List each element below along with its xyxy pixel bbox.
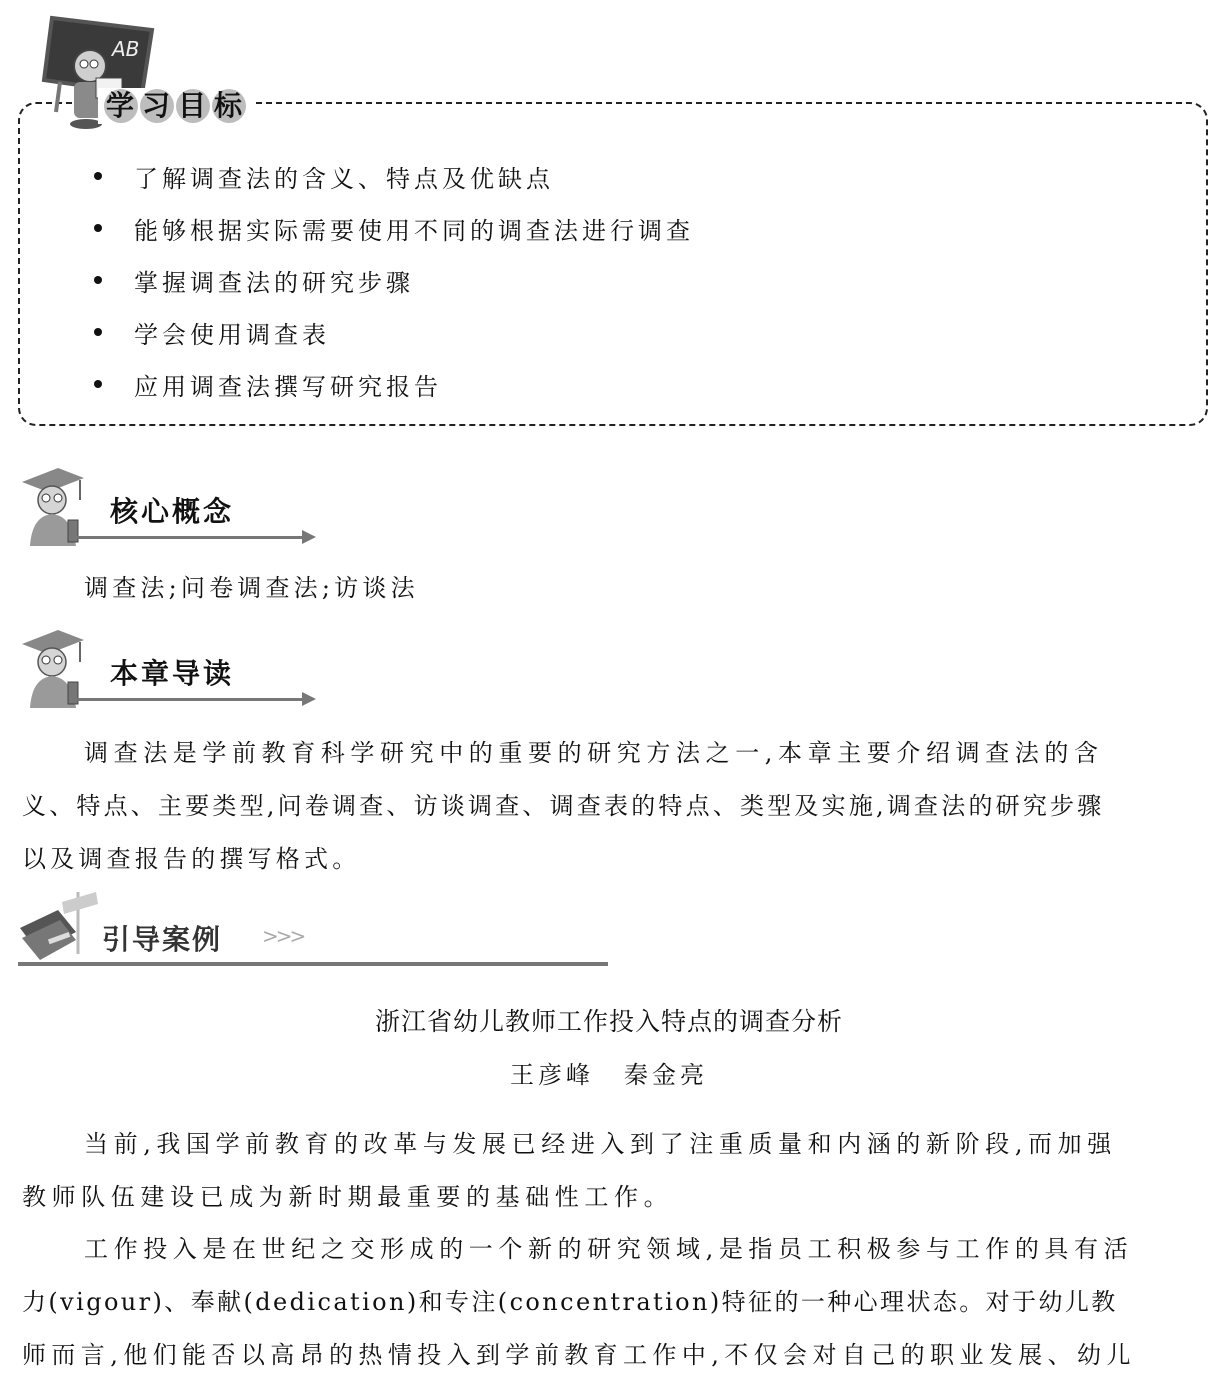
- title-char: 目: [177, 89, 208, 122]
- books-signpost-icon: [18, 888, 102, 962]
- lead-case-header: [18, 888, 608, 968]
- list-item: [90, 254, 694, 306]
- paragraph-line: 义、特点、主要类型,问卷调查、访谈调查、调查表的特点、类型及实施,调查法的研究步骤: [22, 792, 1105, 820]
- learning-goals-list: [90, 150, 694, 410]
- bullet-icon: [94, 276, 102, 284]
- arrow-right-icon: [302, 530, 316, 544]
- paragraph-line: 师而言,他们能否以高昂的热情投入到学前教育工作中,不仅会对自己的职业发展、幼儿: [22, 1341, 1136, 1369]
- chevrons-right-icon: >>>: [262, 924, 304, 948]
- blackboard-text: AB: [112, 37, 140, 61]
- author-name: 秦金亮: [624, 1061, 708, 1089]
- goal-text: 应用调查法撰写研究报告: [134, 372, 442, 401]
- article-title: 浙江省幼儿教师工作投入特点的调查分析: [374, 1007, 843, 1036]
- list-item: [90, 150, 694, 202]
- graduate-mascot-icon: [18, 460, 88, 548]
- author-name: 王彦峰: [510, 1061, 594, 1089]
- paragraph-line: 当前,我国学前教育的改革与发展已经进入到了注重质量和内涵的新阶段,而加强: [84, 1130, 1117, 1158]
- paragraph-line: 教师队伍建设已成为新时期最重要的基础性工作。: [22, 1183, 674, 1211]
- goal-text: 能够根据实际需要使用不同的调查法进行调查: [134, 216, 694, 245]
- chapter-guide-header: [18, 622, 310, 714]
- section-title: 本章导读: [110, 657, 235, 690]
- arrow-line: [70, 536, 310, 539]
- title-char: 学: [105, 89, 136, 122]
- arrow-line: [70, 698, 310, 701]
- bullet-icon: [94, 328, 102, 336]
- goal-text: 掌握调查法的研究步骤: [134, 268, 414, 297]
- goal-text: 了解调查法的含义、特点及优缺点: [134, 164, 554, 193]
- list-item: [90, 306, 694, 358]
- divider: [18, 962, 608, 966]
- article-authors: [0, 1055, 1218, 1090]
- paragraph-line: 力(vigour)、奉献(dedication)和专注(concentration)特征的一种心理状态。对于幼儿教: [22, 1288, 1118, 1316]
- list-item: [90, 358, 694, 410]
- section-title: 引导案例: [102, 923, 223, 956]
- graduate-mascot-icon: [18, 622, 88, 710]
- list-item: [90, 202, 694, 254]
- title-char: 标: [213, 89, 244, 122]
- goal-text: 学会使用调查表: [134, 320, 330, 349]
- arrow-right-icon: [302, 692, 316, 706]
- section-title: 核心概念: [110, 495, 235, 528]
- learning-goals-title: [98, 88, 254, 124]
- title-char: 习: [141, 89, 172, 122]
- core-concepts-text: 调查法;问卷调查法;访谈法: [84, 574, 419, 602]
- paragraph-line: 工作投入是在世纪之交形成的一个新的研究领域,是指员工积极参与工作的具有活: [84, 1235, 1134, 1263]
- paragraph-line: 调查法是学前教育科学研究中的重要的研究方法之一,本章主要介绍调查法的含: [84, 739, 1104, 767]
- bullet-icon: [94, 172, 102, 180]
- bullet-icon: [94, 380, 102, 388]
- core-concepts-header: [18, 460, 310, 552]
- paragraph-line: 以及调查报告的撰写格式。: [22, 845, 361, 873]
- bullet-icon: [94, 224, 102, 232]
